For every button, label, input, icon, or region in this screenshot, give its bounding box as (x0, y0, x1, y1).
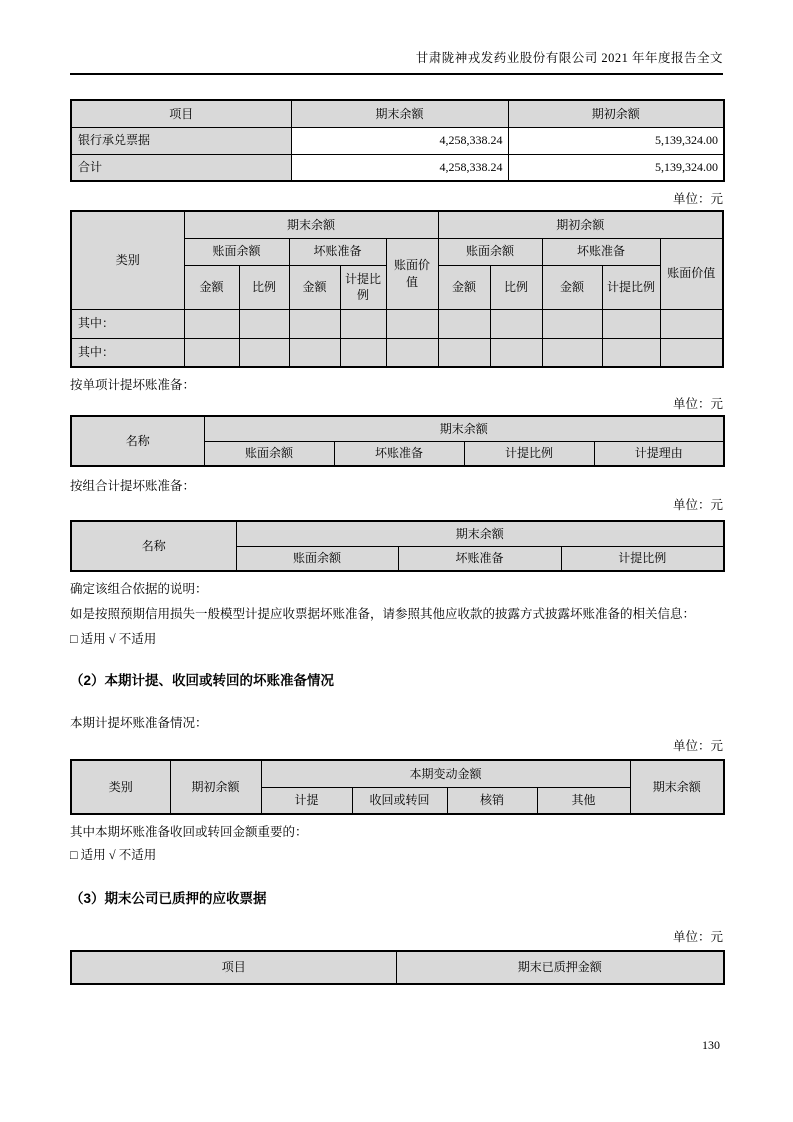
col-header-book-balance: 账面余额 (236, 546, 398, 571)
empty-cell (438, 338, 490, 367)
unit-label: 单位：元 (672, 192, 723, 206)
col-header-written-off: 核销 (447, 787, 537, 814)
col-header-name: 名称 (71, 521, 236, 571)
col-header-provision-ratio: 计提比例 (561, 546, 724, 571)
table-header-row (71, 211, 723, 238)
col-header-bad-debt-provision: 坏账准备 (542, 238, 660, 265)
empty-cell (602, 309, 660, 338)
unit-label: 单位：元 (672, 930, 723, 944)
note-single-item-provision: 按单项计提坏账准备： (70, 378, 196, 392)
note-significant-recovery: 其中本期坏账准备收回或转回金额重要的： (70, 825, 308, 839)
empty-cell (184, 309, 239, 338)
col-header-beginning-balance: 期初余额 (508, 100, 724, 127)
col-header-pledged-amount: 期末已质押金额 (396, 951, 724, 984)
col-header-provision-ratio: 计提比例 (602, 265, 660, 309)
col-header-amount: 金额 (438, 265, 490, 309)
col-header-ratio: 比例 (490, 265, 542, 309)
page-number: 130 (702, 1038, 720, 1052)
portfolio-provision-table (70, 520, 725, 572)
note-expected-credit-loss: 如是按照预期信用损失一般模型计提应收票据坏账准备，请参照其他应收款的披露方式披露坏账准备的相关信息： (70, 607, 696, 621)
row-label: 其中： (71, 309, 184, 338)
col-header-ending-balance: 期末余额 (184, 211, 438, 238)
col-header-book-balance: 账面余额 (184, 238, 289, 265)
col-header-bad-debt-provision: 坏账准备 (334, 441, 464, 466)
unit-label: 单位：元 (672, 397, 723, 411)
section-heading-2: （2）本期计提、收回或转回的坏账准备情况 (70, 673, 335, 688)
row-label: 其中： (71, 338, 184, 367)
col-header-item: 项目 (71, 951, 396, 984)
col-header-provision-ratio: 计提比例 (340, 265, 386, 309)
row-label: 合计 (71, 154, 291, 181)
empty-cell (289, 338, 340, 367)
col-header-ending-balance: 期末余额 (236, 521, 724, 546)
empty-cell (239, 338, 289, 367)
empty-cell (184, 338, 239, 367)
col-header-ending-balance: 期末余额 (204, 416, 724, 441)
table-header-row (71, 100, 724, 127)
table-row (71, 154, 724, 181)
table-header-row (71, 951, 724, 984)
empty-cell (542, 309, 602, 338)
empty-cell (602, 338, 660, 367)
col-header-provision-reason: 计提理由 (594, 441, 724, 466)
beginning-balance-value: 5,139,324.00 (508, 127, 724, 154)
col-header-beginning-balance: 期初余额 (170, 760, 261, 814)
provision-changes-table (70, 759, 725, 815)
empty-cell (490, 338, 542, 367)
table-header-row (71, 416, 724, 441)
note-portfolio-basis: 确定该组合依据的说明： (70, 582, 208, 596)
bills-balance-table (70, 99, 725, 182)
note-current-provision: 本期计提坏账准备情况： (70, 716, 208, 730)
col-header-amount: 金额 (184, 265, 239, 309)
col-header-provision-ratio: 计提比例 (464, 441, 594, 466)
section-heading-3: （3）期末公司已质押的应收票据 (70, 891, 267, 906)
col-header-bad-debt-provision: 坏账准备 (398, 546, 561, 571)
col-header-ending-balance: 期末余额 (630, 760, 724, 814)
empty-cell (660, 338, 723, 367)
table-row (71, 127, 724, 154)
empty-cell (438, 309, 490, 338)
col-header-item: 项目 (71, 100, 291, 127)
unit-label: 单位：元 (672, 498, 723, 512)
pledged-notes-table (70, 950, 725, 985)
col-header-current-change: 本期变动金额 (261, 760, 630, 787)
col-header-book-value: 账面价值 (386, 238, 438, 309)
row-label: 银行承兑票据 (71, 127, 291, 154)
col-header-ending-balance: 期末余额 (291, 100, 508, 127)
col-header-amount: 金额 (542, 265, 602, 309)
empty-cell (289, 309, 340, 338)
empty-cell (386, 338, 438, 367)
empty-cell (660, 309, 723, 338)
applicability-checkline: □ 适用 √ 不适用 (70, 848, 157, 862)
table-header-row (71, 760, 724, 787)
col-header-ratio: 比例 (239, 265, 289, 309)
col-header-category: 类别 (71, 211, 184, 309)
col-header-provision: 计提 (261, 787, 352, 814)
beginning-balance-value: 5,139,324.00 (508, 154, 724, 181)
report-header-title: 甘肃陇神戎发药业股份有限公司 2021 年年度报告全文 (70, 48, 723, 75)
col-header-book-value: 账面价值 (660, 238, 723, 309)
col-header-book-balance: 账面余额 (438, 238, 542, 265)
col-header-book-balance: 账面余额 (204, 441, 334, 466)
single-item-provision-table (70, 415, 725, 467)
empty-cell (239, 309, 289, 338)
note-portfolio-provision: 按组合计提坏账准备： (70, 479, 196, 493)
ending-balance-value: 4,258,338.24 (291, 127, 508, 154)
table-header-row (71, 521, 724, 546)
category-breakdown-table (70, 210, 724, 368)
col-header-amount: 金额 (289, 265, 340, 309)
empty-cell (386, 309, 438, 338)
empty-cell (340, 309, 386, 338)
ending-balance-value: 4,258,338.24 (291, 154, 508, 181)
empty-cell (490, 309, 542, 338)
col-header-other: 其他 (537, 787, 630, 814)
col-header-recovered-reversed: 收回或转回 (352, 787, 447, 814)
empty-cell (340, 338, 386, 367)
col-header-category: 类别 (71, 760, 170, 814)
table-row (71, 338, 723, 367)
col-header-name: 名称 (71, 416, 204, 466)
empty-cell (542, 338, 602, 367)
unit-label: 单位：元 (672, 739, 723, 753)
col-header-beginning-balance: 期初余额 (438, 211, 723, 238)
applicability-checkline: □ 适用 √ 不适用 (70, 632, 157, 646)
col-header-bad-debt-provision: 坏账准备 (289, 238, 386, 265)
table-row (71, 309, 723, 338)
